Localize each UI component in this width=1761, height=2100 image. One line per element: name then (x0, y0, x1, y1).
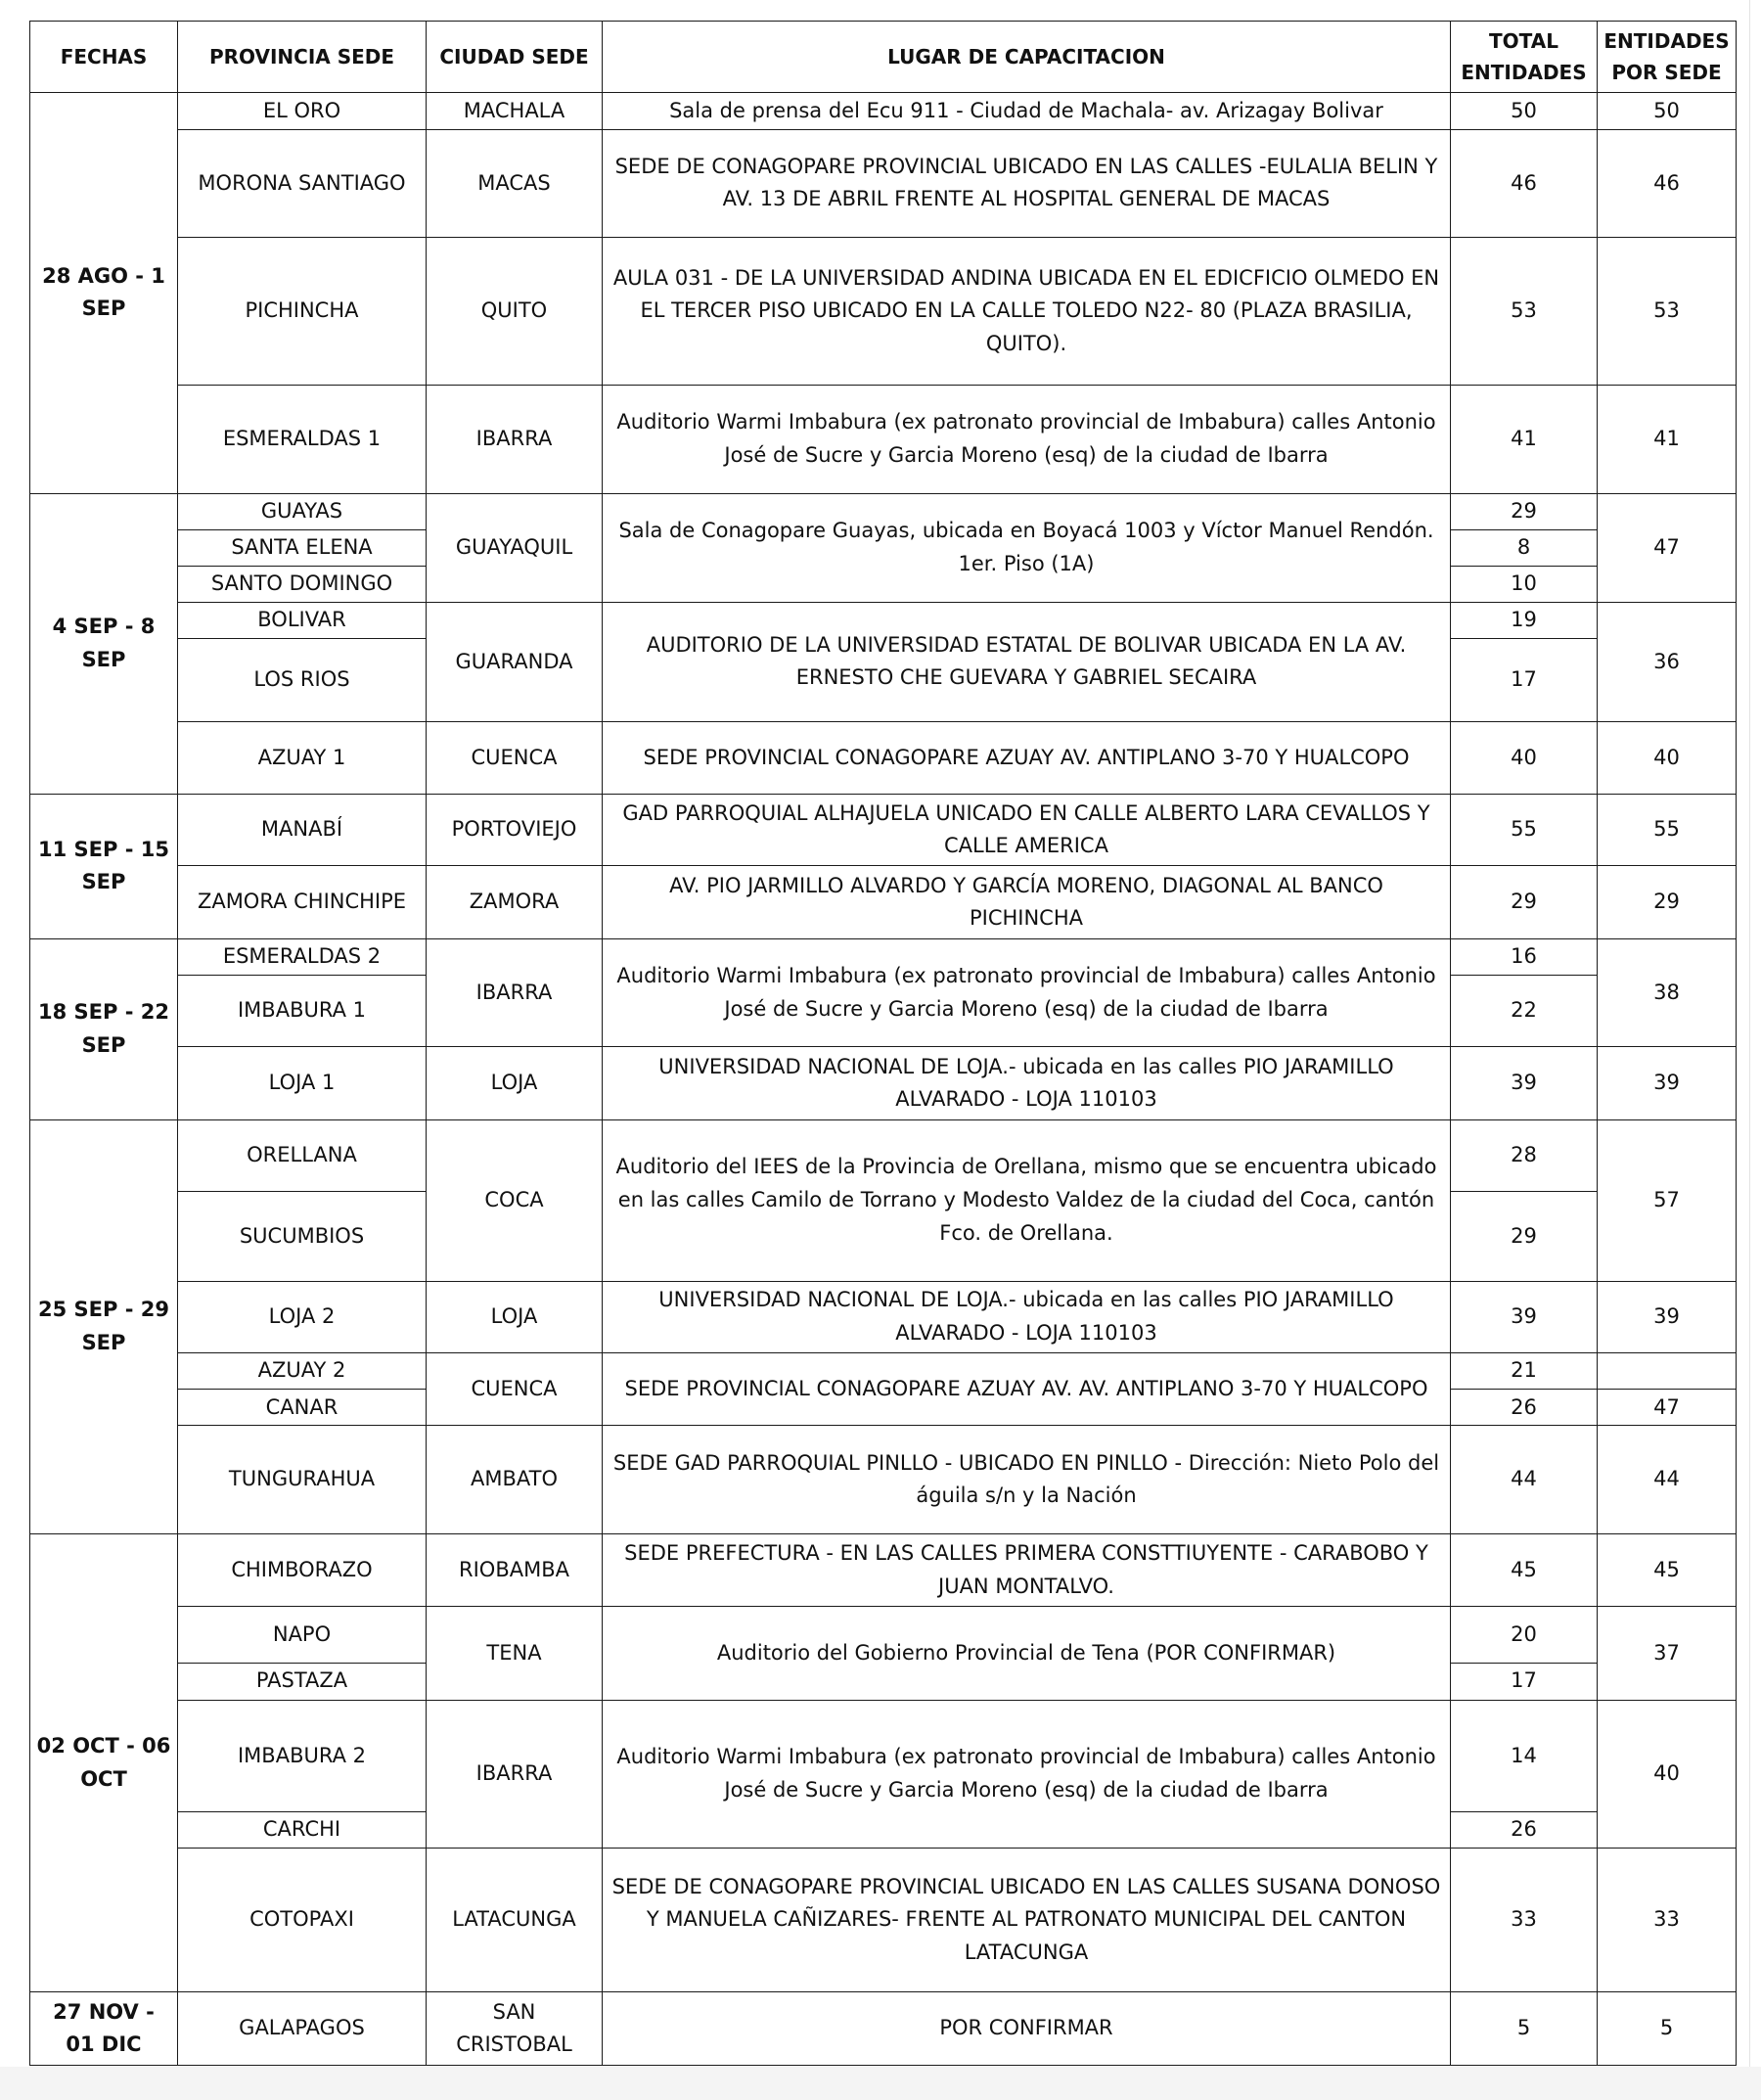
ciudad-cell: MACAS (427, 129, 603, 238)
provincia-cell: COTOPAXI (178, 1848, 427, 1992)
week-date: 18 SEP - 22 SEP (30, 938, 178, 1119)
total-cell: 53 (1451, 238, 1598, 386)
sede-cell (1598, 1353, 1737, 1390)
provincia-cell: TUNGURAHUA (178, 1426, 427, 1534)
total-cell: 21 (1451, 1353, 1598, 1390)
lugar-cell: Auditorio del Gobierno Provincial de Tena (POR CONFIRMAR) (603, 1607, 1451, 1700)
provincia-cell: EL ORO (178, 93, 427, 129)
capacitacion-table (29, 21, 1737, 2066)
total-cell: 29 (1451, 493, 1598, 529)
ciudad-cell: IBARRA (427, 1700, 603, 1848)
total-cell: 45 (1451, 1533, 1598, 1606)
ciudad-cell: IBARRA (427, 938, 603, 1047)
lugar-cell: UNIVERSIDAD NACIONAL DE LOJA.- ubicada en las calles PIO JARAMILLO ALVARADO - LOJA 110103 (603, 1047, 1451, 1119)
week-date: 27 NOV - 01 DIC (30, 1992, 178, 2066)
header-total: TOTAL ENTIDADES (1451, 22, 1598, 93)
sede-cell: 44 (1598, 1426, 1737, 1534)
sede-cell: 41 (1598, 385, 1737, 493)
table-row (30, 93, 1737, 129)
sede-cell: 5 (1598, 1992, 1737, 2066)
total-cell: 26 (1451, 1390, 1598, 1426)
lugar-cell: Sala de Conagopare Guayas, ubicada en Boyacá 1003 y Víctor Manuel Rendón. 1er. Piso (1A) (603, 493, 1451, 603)
sede-cell: 46 (1598, 129, 1737, 238)
ciudad-cell: AMBATO (427, 1426, 603, 1534)
total-cell: 17 (1451, 639, 1598, 721)
total-cell: 39 (1451, 1047, 1598, 1119)
ciudad-cell: GUAYAQUIL (427, 493, 603, 603)
table-row (30, 238, 1737, 386)
table-row (30, 1607, 1737, 1663)
provincia-cell: CHIMBORAZO (178, 1533, 427, 1606)
provincia-cell: CANAR (178, 1390, 427, 1426)
provincia-cell: ESMERALDAS 1 (178, 385, 427, 493)
table-row (30, 1700, 1737, 1812)
ciudad-cell: LOJA (427, 1047, 603, 1119)
lugar-cell: SEDE PREFECTURA - EN LAS CALLES PRIMERA CONSTTIUYENTE - CARABOBO Y JUAN MONTALVO. (603, 1533, 1451, 1606)
header-lugar: LUGAR DE CAPACITACION (603, 22, 1451, 93)
lugar-cell: SEDE DE CONAGOPARE PROVINCIAL UBICADO EN LAS CALLES SUSANA DONOSO Y MANUELA CAÑIZARES- FRENTE AL PATRONATO MUNICIPAL DEL CANTON LATACUNGA (603, 1848, 1451, 1992)
table-row (30, 938, 1737, 975)
page-footer-strip (0, 2067, 1761, 2100)
provincia-cell: AZUAY 1 (178, 721, 427, 794)
table-row (30, 1281, 1737, 1352)
total-cell: 14 (1451, 1700, 1598, 1812)
provincia-cell: ORELLANA (178, 1119, 427, 1191)
total-cell: 46 (1451, 129, 1598, 238)
total-cell: 28 (1451, 1119, 1598, 1191)
provincia-cell: ZAMORA CHINCHIPE (178, 866, 427, 938)
sede-cell: 57 (1598, 1119, 1737, 1281)
provincia-cell: SUCUMBIOS (178, 1192, 427, 1281)
sede-cell: 50 (1598, 93, 1737, 129)
provincia-cell: BOLIVAR (178, 603, 427, 639)
ciudad-cell: CUENCA (427, 721, 603, 794)
ciudad-cell: LOJA (427, 1281, 603, 1352)
provincia-cell: LOJA 1 (178, 1047, 427, 1119)
header-row (30, 22, 1737, 93)
table-row (30, 1426, 1737, 1534)
week-date: 02 OCT - 06 OCT (30, 1533, 178, 1991)
lugar-cell: SEDE DE CONAGOPARE PROVINCIAL UBICADO EN LAS CALLES -EULALIA BELIN Y AV. 13 DE ABRIL FRENTE AL HOSPITAL GENERAL DE MACAS (603, 129, 1451, 238)
table-row (30, 1992, 1737, 2066)
lugar-cell: POR CONFIRMAR (603, 1992, 1451, 2066)
provincia-cell: SANTO DOMINGO (178, 566, 427, 602)
header-ciudad: CIUDAD SEDE (427, 22, 603, 93)
ciudad-cell: PORTOVIEJO (427, 795, 603, 866)
provincia-cell: NAPO (178, 1607, 427, 1663)
total-cell: 10 (1451, 566, 1598, 602)
total-cell: 50 (1451, 93, 1598, 129)
provincia-cell: CARCHI (178, 1812, 427, 1848)
sede-cell: 39 (1598, 1047, 1737, 1119)
provincia-cell: ESMERALDAS 2 (178, 938, 427, 975)
sede-cell: 38 (1598, 938, 1737, 1047)
table-row (30, 129, 1737, 238)
week-date: 28 AGO - 1 SEP (30, 93, 178, 493)
table-row (30, 866, 1737, 938)
provincia-cell: GALAPAGOS (178, 1992, 427, 2066)
total-cell: 40 (1451, 721, 1598, 794)
sede-cell: 47 (1598, 493, 1737, 603)
ciudad-cell: MACHALA (427, 93, 603, 129)
lugar-cell: SEDE PROVINCIAL CONAGOPARE AZUAY AV. ANTIPLANO 3-70 Y HUALCOPO (603, 721, 1451, 794)
provincia-cell: MORONA SANTIAGO (178, 129, 427, 238)
lugar-cell: Sala de prensa del Ecu 911 - Ciudad de Machala- av. Arizagay Bolivar (603, 93, 1451, 129)
ciudad-cell: QUITO (427, 238, 603, 386)
table-row (30, 385, 1737, 493)
total-cell: 29 (1451, 866, 1598, 938)
ciudad-cell: RIOBAMBA (427, 1533, 603, 1606)
ciudad-cell: ZAMORA (427, 866, 603, 938)
table-row (30, 1119, 1737, 1191)
total-cell: 26 (1451, 1812, 1598, 1848)
total-cell: 33 (1451, 1848, 1598, 1992)
sede-cell: 40 (1598, 1700, 1737, 1848)
total-cell: 8 (1451, 529, 1598, 566)
ciudad-cell: COCA (427, 1119, 603, 1281)
lugar-cell: SEDE GAD PARROQUIAL PINLLO - UBICADO EN PINLLO - Dirección: Nieto Polo del águila s/n y la Nación (603, 1426, 1451, 1534)
ciudad-cell: LATACUNGA (427, 1848, 603, 1992)
week-date: 11 SEP - 15 SEP (30, 795, 178, 939)
total-cell: 29 (1451, 1192, 1598, 1281)
sede-cell: 39 (1598, 1281, 1737, 1352)
lugar-cell: Auditorio del IEES de la Provincia de Orellana, mismo que se encuentra ubicado en las calles Camilo de Torrano y Modesto Valdez de la ciudad del Coca, cantón Fco. de Orellana. (603, 1119, 1451, 1281)
provincia-cell: IMBABURA 2 (178, 1700, 427, 1812)
lugar-cell: Auditorio Warmi Imbabura (ex patronato provincial de Imbabura) calles Antonio José de Sucre y Garcia Moreno (esq) de la ciudad de Ibarra (603, 385, 1451, 493)
lugar-cell: Auditorio Warmi Imbabura (ex patronato provincial de Imbabura) calles Antonio José de Sucre y Garcia Moreno (esq) de la ciudad de Ibarra (603, 938, 1451, 1047)
header-fechas: FECHAS (30, 22, 178, 93)
total-cell: 16 (1451, 938, 1598, 975)
ciudad-cell: CUENCA (427, 1353, 603, 1426)
total-cell: 41 (1451, 385, 1598, 493)
header-sede: ENTIDADES POR SEDE (1598, 22, 1737, 93)
provincia-cell: PICHINCHA (178, 238, 427, 386)
sede-cell: 53 (1598, 238, 1737, 386)
lugar-cell: AULA 031 - DE LA UNIVERSIDAD ANDINA UBICADA EN EL EDICFICIO OLMEDO EN EL TERCER PISO UBICADO EN LA CALLE TOLEDO N22- 80 (PLAZA BRASILIA, QUITO). (603, 238, 1451, 386)
total-cell: 55 (1451, 795, 1598, 866)
provincia-cell: SANTA ELENA (178, 529, 427, 566)
table-row (30, 721, 1737, 794)
sede-cell: 40 (1598, 721, 1737, 794)
total-cell: 39 (1451, 1281, 1598, 1352)
table-row (30, 603, 1737, 639)
week-date: 25 SEP - 29 SEP (30, 1119, 178, 1533)
provincia-cell: MANABÍ (178, 795, 427, 866)
lugar-cell: UNIVERSIDAD NACIONAL DE LOJA.- ubicada en las calles PIO JARAMILLO ALVARADO - LOJA 110103 (603, 1281, 1451, 1352)
table-row (30, 795, 1737, 866)
lugar-cell: GAD PARROQUIAL ALHAJUELA UNICADO EN CALLE ALBERTO LARA CEVALLOS Y CALLE AMERICA (603, 795, 1451, 866)
lugar-cell: AUDITORIO DE LA UNIVERSIDAD ESTATAL DE BOLIVAR UBICADA EN LA AV. ERNESTO CHE GUEVARA Y GABRIEL SECAIRA (603, 603, 1451, 722)
lugar-cell: Auditorio Warmi Imbabura (ex patronato provincial de Imbabura) calles Antonio José de Sucre y Garcia Moreno (esq) de la ciudad de Ibarra (603, 1700, 1451, 1848)
week-date: 4 SEP - 8 SEP (30, 493, 178, 795)
total-cell: 44 (1451, 1426, 1598, 1534)
sede-cell: 55 (1598, 795, 1737, 866)
table-row (30, 1353, 1737, 1390)
sede-cell: 29 (1598, 866, 1737, 938)
total-cell: 5 (1451, 1992, 1598, 2066)
total-cell: 19 (1451, 603, 1598, 639)
total-cell: 20 (1451, 1607, 1598, 1663)
table-row (30, 1533, 1737, 1606)
ciudad-cell: TENA (427, 1607, 603, 1700)
total-cell: 22 (1451, 976, 1598, 1047)
ciudad-cell: IBARRA (427, 385, 603, 493)
ciudad-cell: GUARANDA (427, 603, 603, 722)
header-provincia: PROVINCIA SEDE (178, 22, 427, 93)
ciudad-cell: SAN CRISTOBAL (427, 1992, 603, 2066)
sede-cell: 45 (1598, 1533, 1737, 1606)
lugar-cell: SEDE PROVINCIAL CONAGOPARE AZUAY AV. AV. ANTIPLANO 3-70 Y HUALCOPO (603, 1353, 1451, 1426)
sede-cell: 47 (1598, 1390, 1737, 1426)
sede-cell: 36 (1598, 603, 1737, 722)
sede-cell: 33 (1598, 1848, 1737, 1992)
provincia-cell: IMBABURA 1 (178, 976, 427, 1047)
table-row (30, 1848, 1737, 1992)
table-row (30, 493, 1737, 529)
table-row (30, 1047, 1737, 1119)
provincia-cell: LOS RIOS (178, 639, 427, 721)
total-cell: 17 (1451, 1663, 1598, 1700)
provincia-cell: AZUAY 2 (178, 1353, 427, 1390)
provincia-cell: PASTAZA (178, 1663, 427, 1700)
lugar-cell: AV. PIO JARMILLO ALVARDO Y GARCÍA MORENO, DIAGONAL AL BANCO PICHINCHA (603, 866, 1451, 938)
page-edge (1749, 0, 1750, 2100)
provincia-cell: LOJA 2 (178, 1281, 427, 1352)
sede-cell: 37 (1598, 1607, 1737, 1700)
provincia-cell: GUAYAS (178, 493, 427, 529)
